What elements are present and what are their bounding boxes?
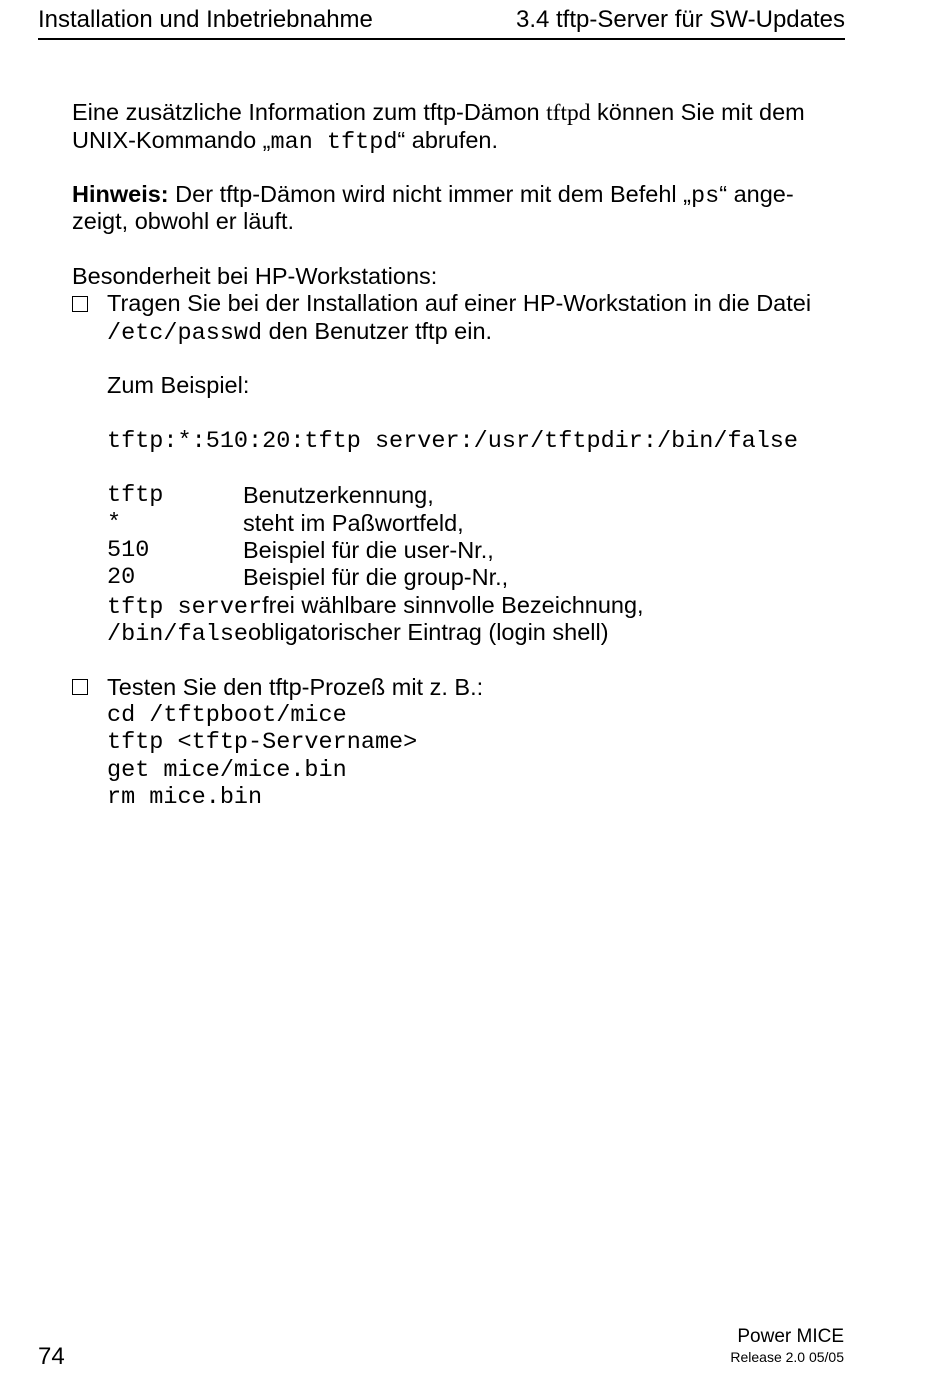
- intro-line-1: [72, 99, 805, 127]
- intro-text: “ abrufen.: [397, 127, 499, 153]
- field-desc: Beispiel für die group-Nr.,: [243, 564, 509, 590]
- note-text: Der tftp-Dämon wird nicht immer mit dem Befehl „: [168, 181, 691, 207]
- hp-bullet-text: den Benutzer tftp ein.: [262, 318, 493, 344]
- field-code: tftp: [107, 482, 164, 509]
- page-number: 74: [38, 1343, 65, 1370]
- field-code: *: [107, 510, 122, 537]
- intro-line-2: [72, 127, 498, 156]
- man-command: man tftpd: [270, 129, 398, 156]
- field-row-inline: [107, 592, 644, 621]
- hp-bullet-line-1: Tragen Sie bei der Installation auf einer HP-Workstation in die Datei: [107, 290, 812, 316]
- example-label: Zum Beispiel:: [107, 372, 250, 398]
- daemon-name: tftpd: [546, 100, 591, 126]
- note-line-1: [72, 181, 794, 210]
- field-code: 510: [107, 537, 150, 564]
- field-desc: steht im Paßwortfeld,: [243, 510, 464, 536]
- intro-text: können Sie mit dem: [590, 99, 805, 125]
- command-line: rm mice.bin: [107, 784, 263, 811]
- example-code-line: tftp:*:510:20:tftp server:/usr/tftpdir:/bin/false: [107, 428, 799, 455]
- product-name: Power MICE: [737, 1326, 844, 1347]
- chapter-title: Installation und Inbetriebnahme: [38, 6, 373, 33]
- section-title: 3.4 tftp-Server für SW-Updates: [515, 6, 845, 33]
- intro-text: Eine zusätzliche Information zum tftp-Dämon: [72, 99, 547, 125]
- command-line: tftp <tftp-Servername>: [107, 729, 418, 756]
- hp-section-title: Besonderheit bei HP-Workstations:: [72, 263, 438, 289]
- field-code: 20: [107, 564, 136, 591]
- ps-command: ps: [691, 183, 720, 210]
- release-info: Release 2.0 05/05: [730, 1349, 844, 1365]
- command-line: cd /tftpboot/mice: [107, 702, 347, 729]
- field-row-inline: [107, 619, 609, 648]
- command-line: get mice/mice.bin: [107, 757, 347, 784]
- hp-bullet-line-2: [107, 318, 492, 347]
- note-label: Hinweis:: [72, 181, 169, 207]
- header-rule: [38, 38, 845, 40]
- passwd-file-path: /etc/passwd: [107, 320, 263, 347]
- note-text: “ ange-: [719, 181, 794, 207]
- intro-text: UNIX-Kommando „: [72, 127, 271, 153]
- checkbox-bullet: [72, 296, 88, 312]
- field-desc: obligatorischer Eintrag (login shell): [248, 619, 609, 645]
- field-desc: Benutzerkennung,: [243, 482, 434, 508]
- field-desc: frei wählbare sinnvolle Bezeichnung,: [262, 592, 644, 618]
- checkbox-bullet: [72, 679, 88, 695]
- note-line-2: zeigt, obwohl er läuft.: [72, 208, 295, 234]
- field-desc: Beispiel für die user-Nr.,: [243, 537, 494, 563]
- test-bullet-text: Testen Sie den tftp-Prozeß mit z. B.:: [107, 674, 484, 700]
- field-code: tftp server: [107, 594, 263, 621]
- field-code: /bin/false: [107, 621, 249, 648]
